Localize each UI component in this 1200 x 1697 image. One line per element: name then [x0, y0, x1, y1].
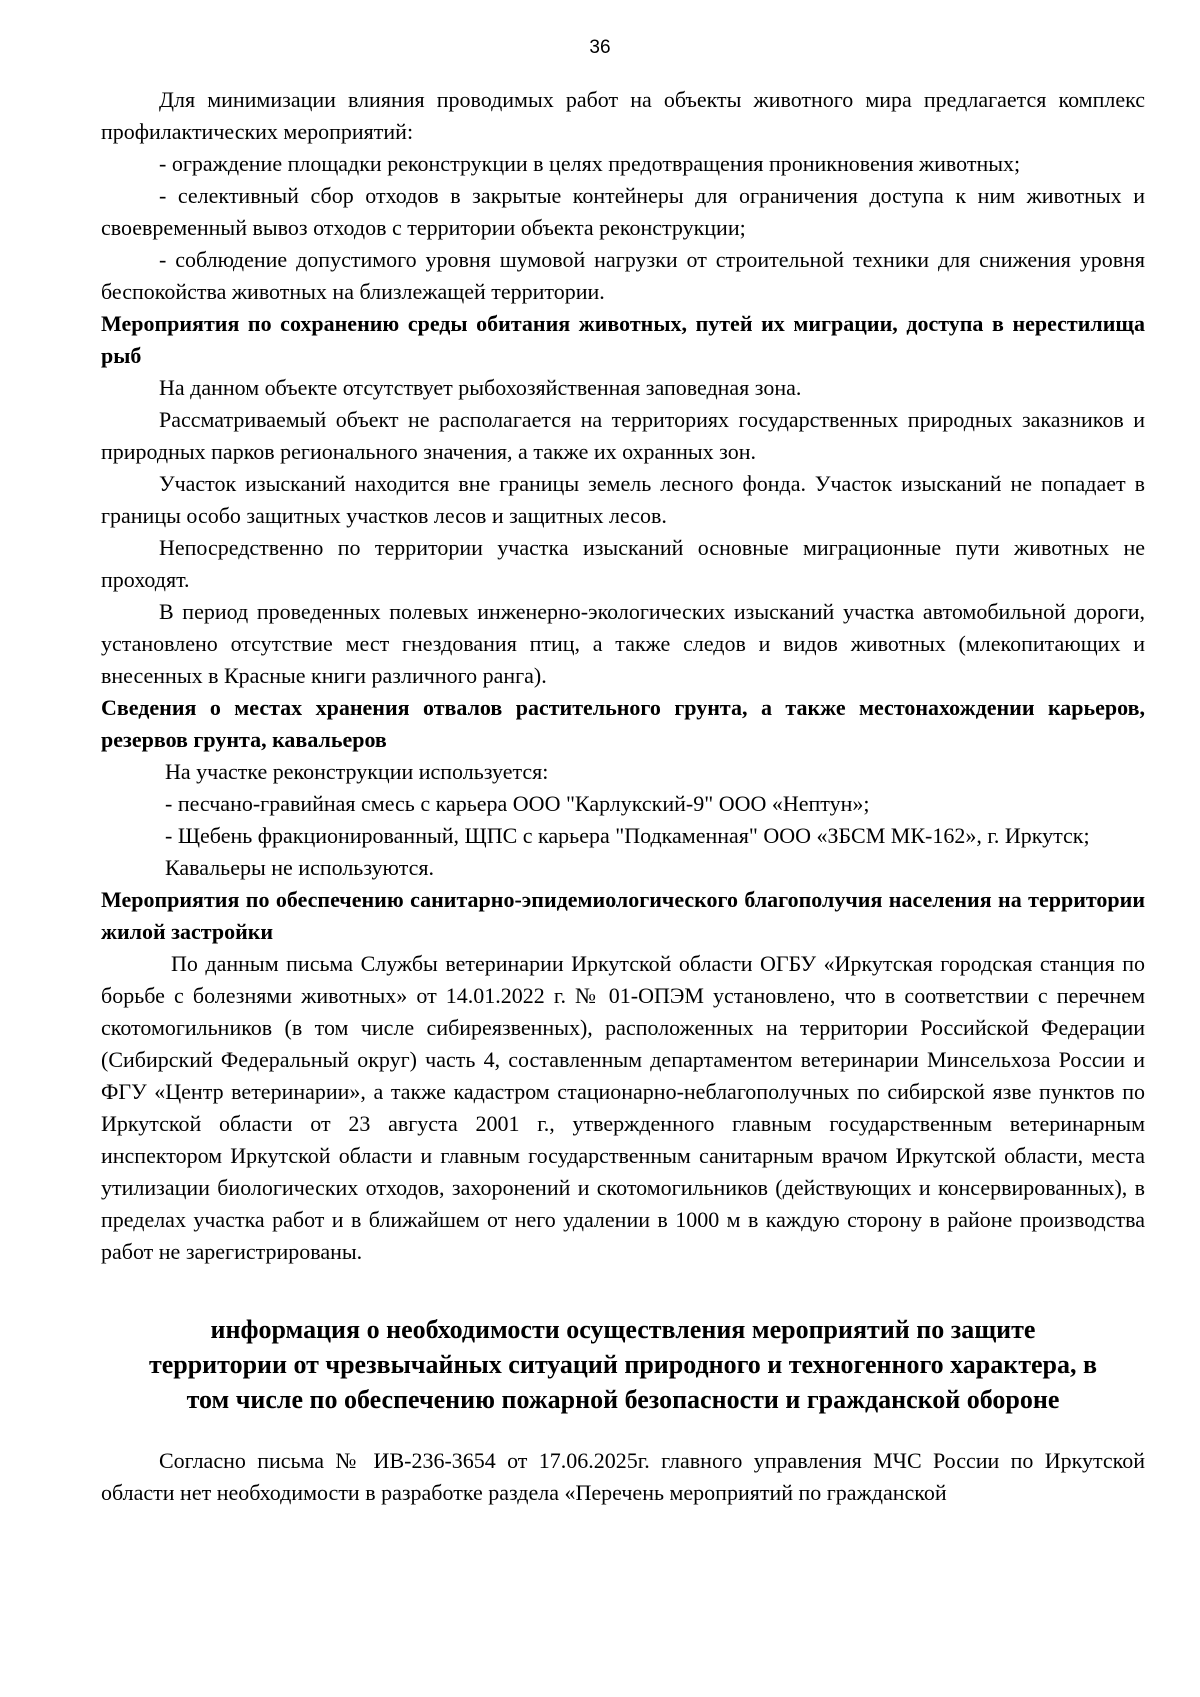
paragraph-fishery: На данном объекте отсутствует рыбохозяйственная заповедная зона. [159, 375, 802, 400]
page-number: 36 [589, 37, 611, 58]
list-item-fencing: - ограждение площадки реконструкции в целях предотвращения проникновения животных; [159, 151, 1021, 176]
page-body [101, 84, 1145, 1509]
paragraph-intro: Для минимизации влияния проводимых работ на объекты животного мира предлагается комплекс профилактических мероприятий: [101, 87, 1145, 144]
heading-habitat: Мероприятия по сохранению среды обитания животных, путей их миграции, доступа в нерестилища рыб [101, 311, 1145, 368]
paragraph-cavaliers: Кавальеры не используются. [165, 855, 434, 880]
paragraph-migration: Непосредственно по территории участка изысканий основные миграционные пути животных не проходят. [101, 535, 1145, 592]
paragraph-reserves: Рассматриваемый объект не располагается на территориях государственных природных заказников и природных парков регионального значения, а также их охранных зон. [101, 407, 1145, 464]
heading-sanitary: Мероприятия по обеспечению санитарно-эпидемиологического благополучия населения на территории жилой застройки [101, 887, 1145, 944]
list-item-waste: - селективный сбор отходов в закрытые контейнеры для ограничения доступа к ним животных и своевременный вывоз отходов с территории объекта реконструкции; [101, 183, 1145, 240]
section-title-emergency: информация о необходимости осуществления мероприятий по защите территории от чрезвычайных ситуаций природного и техногенного характера, в том числе по обеспечению пожарной безопасности и гражданской обороне [148, 1315, 1098, 1414]
paragraph-used-materials: На участке реконструкции используется: [165, 759, 549, 784]
list-item-noise: - соблюдение допустимого уровня шумовой нагрузки от строительной техники для снижения уровня беспокойства животных на близлежащей территории. [101, 247, 1145, 304]
paragraph-veterinary-letter: По данным письма Службы ветеринарии Иркутской области ОГБУ «Иркутская городская станция по борьбе с болезнями животных» от 14.01.2022 г. № 01-ОПЭМ установлено, что в соответствии с перечнем скотомогильников (в том числе сибиреязвенных), расположенных на территории Российской Федерации (Сибирский Федеральный округ) часть 4, составленным департаментом ветеринарии Минсельхоза России и ФГУ «Центр ветеринарии», а также кадастром стационарно-неблагополучных по сибирской язве пунктов по Иркутской области от 23 августа 2001 г., утвержденного главным государственным ветеринарным инспектором Иркутской области и главным государственным санитарным врачом Иркутской области, места утилизации биологических отходов, захоронений и скотомогильников (действующих и консервированных), в пределах участка работ и в ближайшем от него удалении в 1000 м в каждую сторону в районе производства работ не зарегистрированы. [101, 951, 1145, 1264]
paragraph-survey: В период проведенных полевых инженерно-экологических изысканий участка автомобильной дороги, установлено отсутствие мест гнездования птиц, а также следов и видов животных (млекопитающих и внесенных в Красные книги различного ранга). [101, 599, 1145, 688]
heading-soil-storage: Сведения о местах хранения отвалов растительного грунта, а также местонахождении карьеров, резервов грунта, кавальеров [101, 695, 1145, 752]
list-item-sand-gravel: - песчано-гравийная смесь с карьера ООО "Карлукский-9" ООО «Нептун»; [165, 791, 870, 816]
paragraph-mchs-letter: Согласно письма № ИВ-236-3654 от 17.06.2025г. главного управления МЧС России по Иркутской области нет необходимости в разработке раздела «Перечень мероприятий по гражданской [101, 1448, 1145, 1505]
list-item-crushed-stone: - Щебень фракционированный, ЩПС с карьера "Подкаменная" ООО «ЗБСМ МК-162», г. Иркутск; [165, 823, 1090, 848]
paragraph-forest: Участок изысканий находится вне границы земель лесного фонда. Участок изысканий не попадает в границы особо защитных участков лесов и защитных лесов. [101, 471, 1145, 528]
